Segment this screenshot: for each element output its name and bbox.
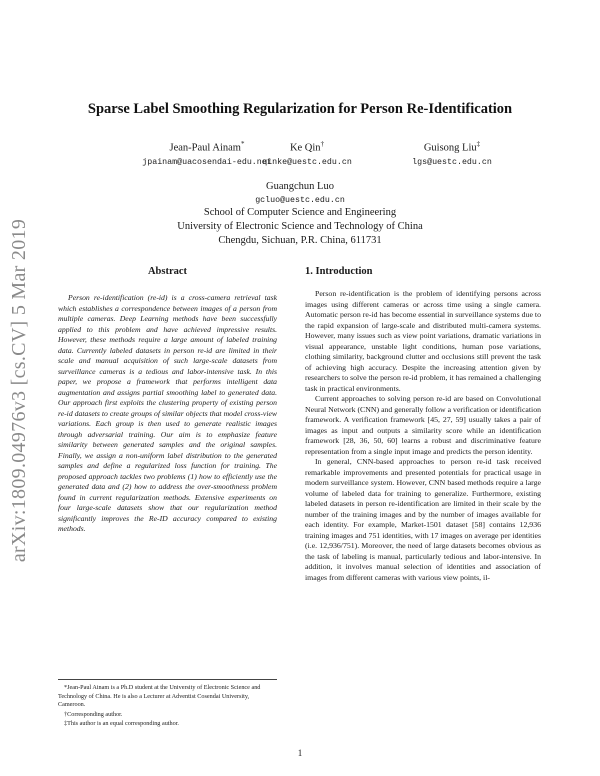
author-email: gcluo@uestc.edu.cn: [255, 196, 345, 205]
author-email: lgs@uestc.edu.cn: [412, 157, 492, 167]
author-email: jpainam@uacosendai-edu.net: [142, 157, 272, 167]
footnote: *Jean-Paul Ainam is a Ph.D student at the University of Electronic Science and Technology of China. He is also a Lecturer at Adventist Cosendai University, Cameroon.: [58, 684, 261, 708]
author-mark: ‡: [476, 140, 481, 148]
affiliation: [0, 206, 600, 248]
paper-title: Sparse Label Smoothing Regularization for Person Re-Identification: [87, 101, 513, 117]
footnote: †Corresponding author.: [64, 710, 123, 718]
affiliation-line: Chengdu, Sichuan, P.R. China, 611731: [218, 235, 382, 246]
affiliation-line: School of Computer Science and Engineering: [203, 207, 397, 218]
author-3: [382, 140, 522, 167]
arxiv-stamp-text: arXiv:1809.04976v3 [cs.CV] 5 Mar 2019: [8, 218, 31, 562]
affiliation-line: University of Electronic Science and Technology of China: [177, 221, 423, 232]
intro-paragraph: Current approaches to solving person re-id are based on Convolutional Neural Network (CNN) and generally follow a verification or identification framework. A verification framework [45, 27, 59] usually takes a pair of images as input and outputs a similarity score while an identification framework [28, 36, 50, 60] learns a robust and discriminative feature representation from a single input image and predicts the person identity.: [305, 394, 541, 456]
intro-paragraph: Person re-identification is the problem of identifying persons across images using different cameras or across time using a single camera. Automatic person re-id has become essential in surveillance systems due to the rapid expansion of large-scale and distributed multi-camera systems. However, many issues such as view point variations, dramatic variations in visual appearance, unstable light conditions, human pose variations, clothing similarity, background clutter and occlusions still prevent the task of achieving high accuracy. Despite the increasing attention given by researchers to solve the person re-id problem, it has remained a challenging task in practical environments.: [305, 289, 541, 393]
left-column: [58, 266, 277, 535]
author-mark: *: [240, 140, 245, 148]
intro-heading: 1. Introduction: [305, 266, 373, 277]
page-number: 1: [297, 748, 303, 758]
author-name: Ke Qin: [289, 142, 321, 154]
abstract-text: Person re-identification (re-id) is a cross-camera retrieval task which establishes a correspondence between images of a person from multiple cameras. Deep Learning methods have been successfully applied to this problem and have achieved impressive results. However, these methods require a large amount of labeled training data. Currently labeled datasets in person re-id are limited in their scale and manual acquisition of such large-scale datasets from surveillance cameras is a tedious and labor-intensive task. In this paper, we propose a framework that performs intelligent data augmentation and assigns partial smoothing label to generated data. Our approach first exploits the clustering property of existing person re-id datasets to create groups of similar objects that model cross-view variations. Each group is then used to generate realistic images through adversarial training. Our aim is to emphasize feature similarity between generated samples and the original samples. Finally, we assign a non-uniform label distribution to the generated samples and define a regularized loss function for training. The proposed approach tackles two problems (1) how to efficiently use the generated data and (2) how to address the over-smoothness problem found in current regularization methods. Extensive experiments on four large-scale datasets show that our regularization method significantly improves the Re-ID accuracy compared to existing methods.: [58, 293, 277, 533]
footnote: ‡This author is an equal corresponding author.: [64, 720, 179, 727]
author-mark: †: [320, 140, 325, 148]
right-column: [305, 266, 541, 583]
intro-paragraph: In general, CNN-based approaches to person re-id task received remarkable improvements and presented potentials for practical usage in modern surveillance system. However, CNN based methods require a large volume of labeled data for training to generalize. Furthermore, existing labeled datasets in person re-identification are limited in their scale by the number of the training images and by the number of images available for each identity. For example, Market-1501 dataset [58] contains 12,936 training images and 751 identities, with 17 images on average per identities (i.e. 12,936/751). Moreover, the need of large datasets becomes obvious as the task of labeling is manual, particularly tedious and labor-intensive. In addition, it involves manual selection of identities and association of images from different cameras with various view points, il-: [305, 457, 541, 582]
author-name: Jean-Paul Ainam: [169, 142, 241, 154]
arxiv-stamp: [2, 200, 38, 580]
author-name: Guangchun Luo: [266, 181, 334, 192]
author-name: Guisong Liu: [423, 142, 477, 154]
author-4: [0, 180, 600, 207]
author-email: qinke@uestc.edu.cn: [262, 157, 352, 167]
author-2: [237, 140, 377, 167]
footnotes: [58, 679, 277, 730]
abstract-heading: Abstract: [147, 266, 188, 277]
